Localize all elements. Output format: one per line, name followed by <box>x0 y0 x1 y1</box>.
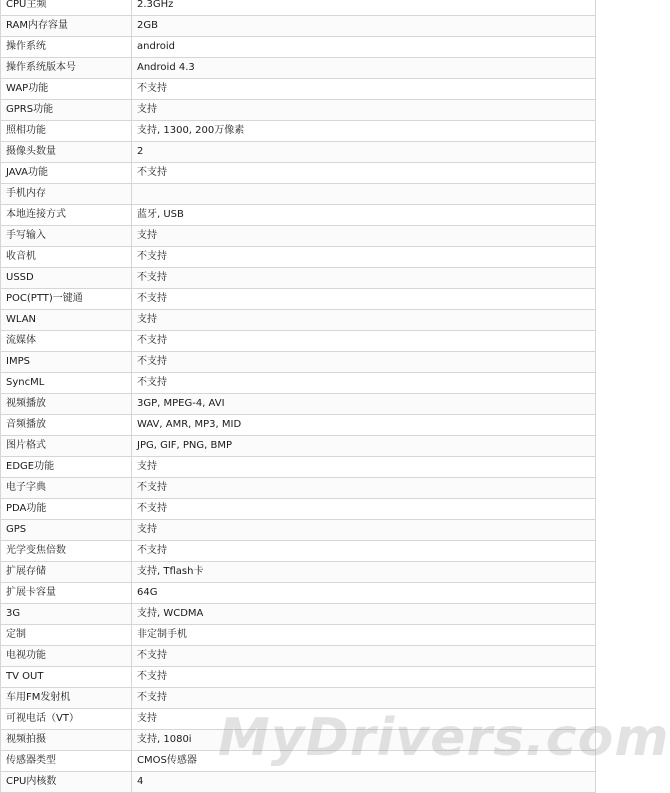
spec-value: 支持 <box>132 310 596 331</box>
spec-value: 支持 <box>132 457 596 478</box>
spec-value: 不支持 <box>132 289 596 310</box>
spec-label: 操作系统版本号 <box>1 58 132 79</box>
spec-value: 不支持 <box>132 247 596 268</box>
table-row <box>1 100 596 121</box>
spec-label: POC(PTT)一键通 <box>1 289 132 310</box>
spec-label: GPS <box>1 520 132 541</box>
spec-label: 摄像头数量 <box>1 142 132 163</box>
spec-label: 流媒体 <box>1 331 132 352</box>
table-row <box>1 79 596 100</box>
spec-label: 视频播放 <box>1 394 132 415</box>
table-row <box>1 373 596 394</box>
table-row <box>1 415 596 436</box>
table-row <box>1 142 596 163</box>
spec-label: TV OUT <box>1 667 132 688</box>
table-row <box>1 247 596 268</box>
table-row <box>1 226 596 247</box>
table-row <box>1 688 596 709</box>
table-row <box>1 436 596 457</box>
table-row <box>1 646 596 667</box>
spec-value: 支持 <box>132 226 596 247</box>
table-row <box>1 394 596 415</box>
spec-label: 照相功能 <box>1 121 132 142</box>
spec-value: 支持 <box>132 520 596 541</box>
spec-value: 非定制手机 <box>132 625 596 646</box>
spec-value: Android 4.3 <box>132 58 596 79</box>
spec-value: WAV, AMR, MP3, MID <box>132 415 596 436</box>
spec-value: 支持, WCDMA <box>132 604 596 625</box>
spec-label: 手写输入 <box>1 226 132 247</box>
table-row <box>1 331 596 352</box>
table-row <box>1 268 596 289</box>
spec-label: 电视功能 <box>1 646 132 667</box>
spec-value: 不支持 <box>132 646 596 667</box>
spec-value: 支持, 1080i <box>132 730 596 751</box>
spec-value: 不支持 <box>132 268 596 289</box>
spec-value: 不支持 <box>132 667 596 688</box>
table-row <box>1 709 596 730</box>
table-row <box>1 58 596 79</box>
spec-label: CPU内核数 <box>1 772 132 793</box>
table-row <box>1 772 596 793</box>
spec-label: SyncML <box>1 373 132 394</box>
spec-value <box>132 184 596 205</box>
spec-label: 图片格式 <box>1 436 132 457</box>
table-row <box>1 457 596 478</box>
table-row <box>1 562 596 583</box>
spec-label: 传感器类型 <box>1 751 132 772</box>
spec-value: 支持 <box>132 709 596 730</box>
spec-value: 不支持 <box>132 688 596 709</box>
spec-label: 手机内存 <box>1 184 132 205</box>
spec-label: 3G <box>1 604 132 625</box>
table-row <box>1 16 596 37</box>
table-row <box>1 478 596 499</box>
spec-label: 可视电话（VT） <box>1 709 132 730</box>
spec-value: 不支持 <box>132 163 596 184</box>
spec-value: 2 <box>132 142 596 163</box>
spec-value: 不支持 <box>132 352 596 373</box>
table-row <box>1 163 596 184</box>
table-row <box>1 184 596 205</box>
table-row <box>1 37 596 58</box>
spec-value: 不支持 <box>132 478 596 499</box>
spec-label: 车用FM发射机 <box>1 688 132 709</box>
table-row <box>1 310 596 331</box>
spec-label: 光学变焦倍数 <box>1 541 132 562</box>
table-row <box>1 499 596 520</box>
table-row <box>1 205 596 226</box>
spec-value: 支持, 1300, 200万像素 <box>132 121 596 142</box>
spec-value: 支持, Tflash卡 <box>132 562 596 583</box>
spec-value: 蓝牙, USB <box>132 205 596 226</box>
spec-label: WLAN <box>1 310 132 331</box>
spec-value: 4 <box>132 772 596 793</box>
spec-value: 不支持 <box>132 331 596 352</box>
spec-label: 视频拍摄 <box>1 730 132 751</box>
table-row <box>1 730 596 751</box>
table-row <box>1 0 596 16</box>
table-row <box>1 625 596 646</box>
spec-label: PDA功能 <box>1 499 132 520</box>
table-row <box>1 520 596 541</box>
spec-value: 支持 <box>132 100 596 121</box>
spec-label: IMPS <box>1 352 132 373</box>
spec-value: 2GB <box>132 16 596 37</box>
spec-label: RAM内存容量 <box>1 16 132 37</box>
spec-label: 电子字典 <box>1 478 132 499</box>
spec-label: CPU主频 <box>1 0 132 16</box>
spec-label: WAP功能 <box>1 79 132 100</box>
table-row <box>1 751 596 772</box>
spec-label: EDGE功能 <box>1 457 132 478</box>
spec-value: 3GP, MPEG-4, AVI <box>132 394 596 415</box>
watermark-logo: MyDrivers.com <box>218 708 670 768</box>
spec-label: JAVA功能 <box>1 163 132 184</box>
spec-table-body <box>1 0 596 793</box>
spec-value: android <box>132 37 596 58</box>
spec-label: 音频播放 <box>1 415 132 436</box>
spec-label: 定制 <box>1 625 132 646</box>
spec-value: 2.3GHz <box>132 0 596 16</box>
spec-value: 不支持 <box>132 79 596 100</box>
spec-value: 64G <box>132 583 596 604</box>
spec-label: 扩展存储 <box>1 562 132 583</box>
spec-label: GPRS功能 <box>1 100 132 121</box>
spec-value: 不支持 <box>132 541 596 562</box>
table-row <box>1 583 596 604</box>
table-row <box>1 121 596 142</box>
table-row <box>1 289 596 310</box>
spec-label: USSD <box>1 268 132 289</box>
spec-label: 收音机 <box>1 247 132 268</box>
spec-label: 本地连接方式 <box>1 205 132 226</box>
spec-value: CMOS传感器 <box>132 751 596 772</box>
table-row <box>1 667 596 688</box>
spec-label: 操作系统 <box>1 37 132 58</box>
table-row <box>1 541 596 562</box>
table-row <box>1 352 596 373</box>
spec-value: JPG, GIF, PNG, BMP <box>132 436 596 457</box>
spec-value: 不支持 <box>132 499 596 520</box>
spec-value: 不支持 <box>132 373 596 394</box>
spec-label: 扩展卡容量 <box>1 583 132 604</box>
table-row <box>1 604 596 625</box>
